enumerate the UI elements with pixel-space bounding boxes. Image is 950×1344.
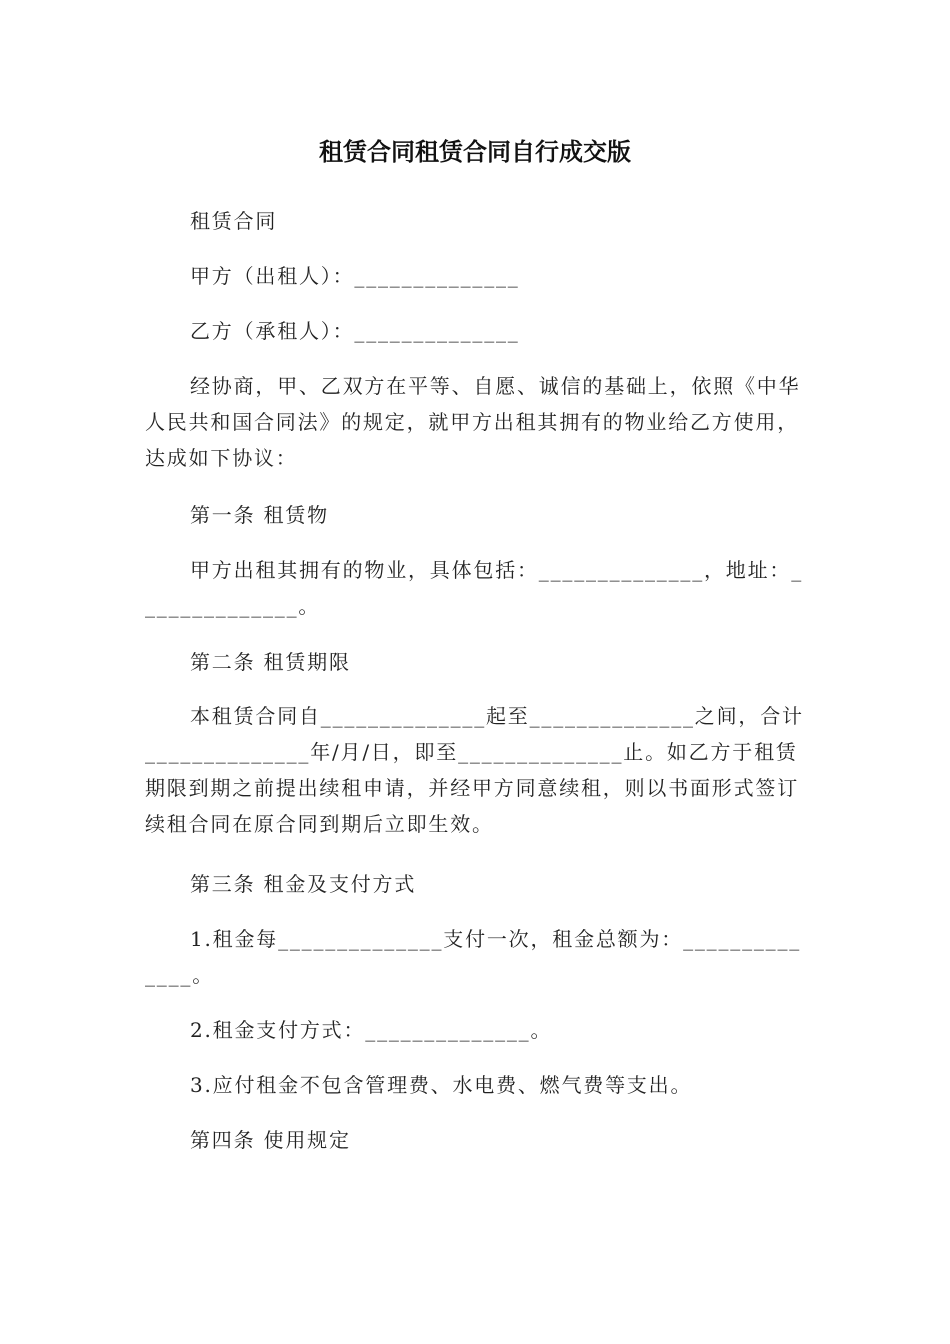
article-3-item-1: 1.租金每______________支付一次，租金总额为：______________。 (145, 927, 802, 987)
article-3-item-3: 3.应付租金不包含管理费、水电费、燃气费等支出。 (190, 1073, 693, 1097)
paragraph-contract-heading: 租赁合同 (190, 209, 278, 233)
paragraph-preamble: 经协商，甲、乙双方在平等、自愿、诚信的基础上，依照《中华人民共和国合同法》的规定，就甲方出租其拥有的物业给乙方使用，达成如下协议： (145, 374, 801, 470)
document-title: 租赁合同租赁合同自行成交版 (319, 138, 631, 166)
article-4-heading: 第四条 使用规定 (190, 1128, 351, 1152)
article-2-body: 本租赁合同自______________起至______________之间，合计______________年/月/日，即至______________止。如乙方于租赁期限到期之前提出续租申请，并经甲方同意续租，则以书面形式签订续租合同在原合同到期后立即生效。 (145, 704, 804, 836)
article-2-heading: 第二条 租赁期限 (190, 650, 351, 674)
article-3-item-2: 2.租金支付方式：______________。 (190, 1018, 553, 1042)
paragraph-party-b: 乙方（承租人）：______________ (190, 319, 520, 343)
article-3-heading: 第三条 租金及支付方式 (190, 872, 417, 896)
article-1-heading: 第一条 租赁物 (190, 503, 329, 527)
article-1-body: 甲方出租其拥有的物业，具体包括：______________，地址：______________。 (145, 558, 803, 618)
paragraph-party-a: 甲方（出租人）：______________ (190, 264, 520, 288)
